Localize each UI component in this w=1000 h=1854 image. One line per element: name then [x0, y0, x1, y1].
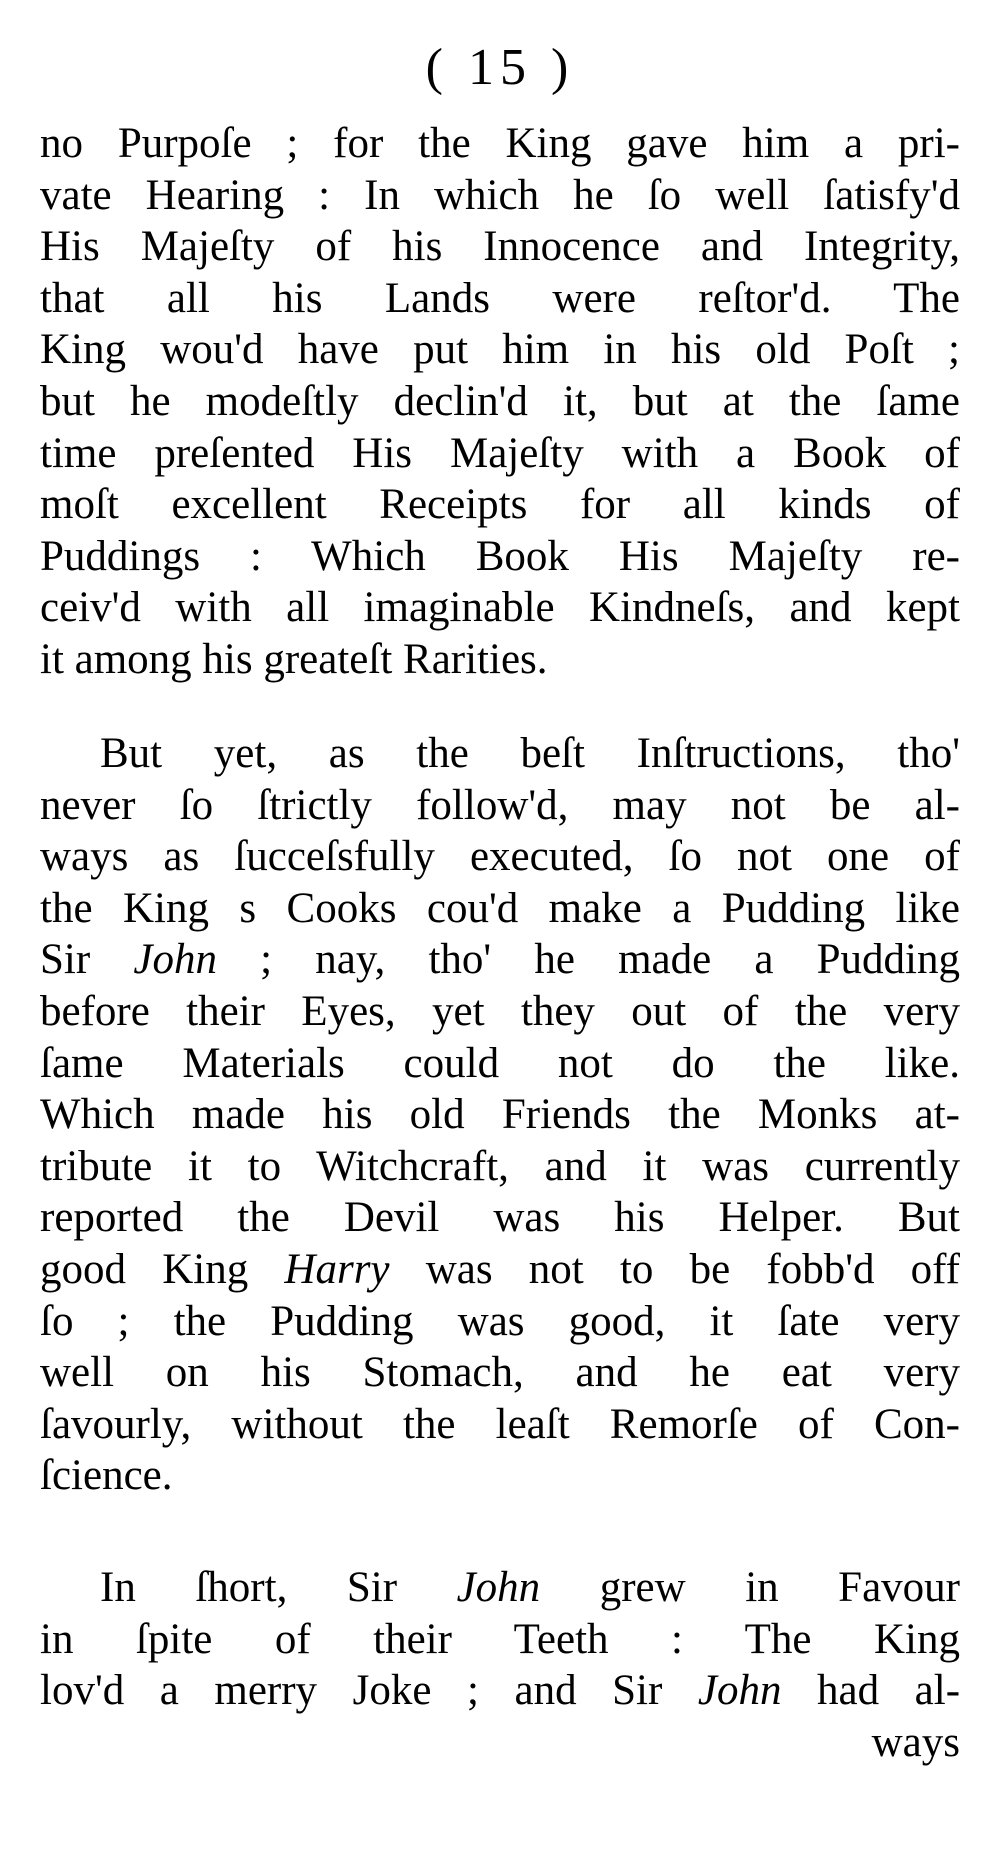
text-line: vate Hearing : In which he ſo well ſatisfy'd	[40, 171, 960, 219]
paragraph-2	[40, 728, 960, 1502]
text-line: ceiv'd with all imaginable Kindneſs, and kept	[40, 584, 960, 632]
text-line: moſt excellent Receipts for all kinds of	[40, 481, 960, 529]
text-line: the King s Cooks cou'd make a Pudding like	[40, 884, 960, 932]
text-line: In ſhort, Sir John grew in Favour	[100, 1564, 960, 1611]
text-line: good King Harry was not to be fobb'd off	[40, 1245, 961, 1293]
text-line: ſavourly, without the leaſt Remorſe of Con-	[40, 1400, 960, 1448]
text-line: in ſpite of their Teeth : The King	[40, 1615, 960, 1663]
text-line: well on his Stomach, and he eat very	[40, 1349, 960, 1397]
text-line: that all his Lands were reſtor'd. The	[40, 274, 960, 322]
text-line: reported the Devil was his Helper. But	[40, 1194, 960, 1242]
text-line: but he modeſtly declin'd it, but at the ſame	[40, 377, 960, 425]
text-line: ways as ſucceſsfully executed, ſo not one of	[40, 833, 960, 881]
text-line: time preſented His Majeſty with a Book of	[40, 429, 960, 477]
text-line: Puddings : Which Book His Majeſty re-	[40, 532, 960, 580]
text-line: lov'd a merry Joke ; and Sir John had al-	[40, 1667, 961, 1715]
text-line: it among his greateſt Rarities.	[40, 635, 548, 683]
text-line: His Majeſty of his Innocence and Integrity,	[40, 223, 960, 271]
text-line: Sir John ; nay, tho' he made a Pudding	[40, 936, 960, 984]
text-line: ſame Materials could not do the like.	[40, 1039, 960, 1087]
text-line: King wou'd have put him in his old Poſt ;	[40, 326, 960, 374]
paragraph-1	[40, 118, 960, 686]
text-line: Which made his old Friends the Monks at-	[40, 1091, 960, 1139]
text-line: before their Eyes, yet they out of the very	[40, 987, 960, 1035]
text-line: no Purpoſe ; for the King gave him a pri-	[40, 120, 960, 167]
catchword: ways	[871, 1718, 960, 1766]
text-line: But yet, as the beſt Inſtructions, tho'	[100, 730, 960, 777]
text-line: never ſo ſtrictly follow'd, may not be al-	[40, 781, 960, 829]
page-number: ( 15 )	[425, 39, 575, 96]
text-line: ſo ; the Pudding was good, it ſate very	[40, 1297, 960, 1345]
text-line: ſcience.	[40, 1452, 173, 1500]
text-line: tribute it to Witchcraft, and it was currently	[40, 1142, 960, 1190]
paragraph-3	[40, 1562, 960, 1768]
